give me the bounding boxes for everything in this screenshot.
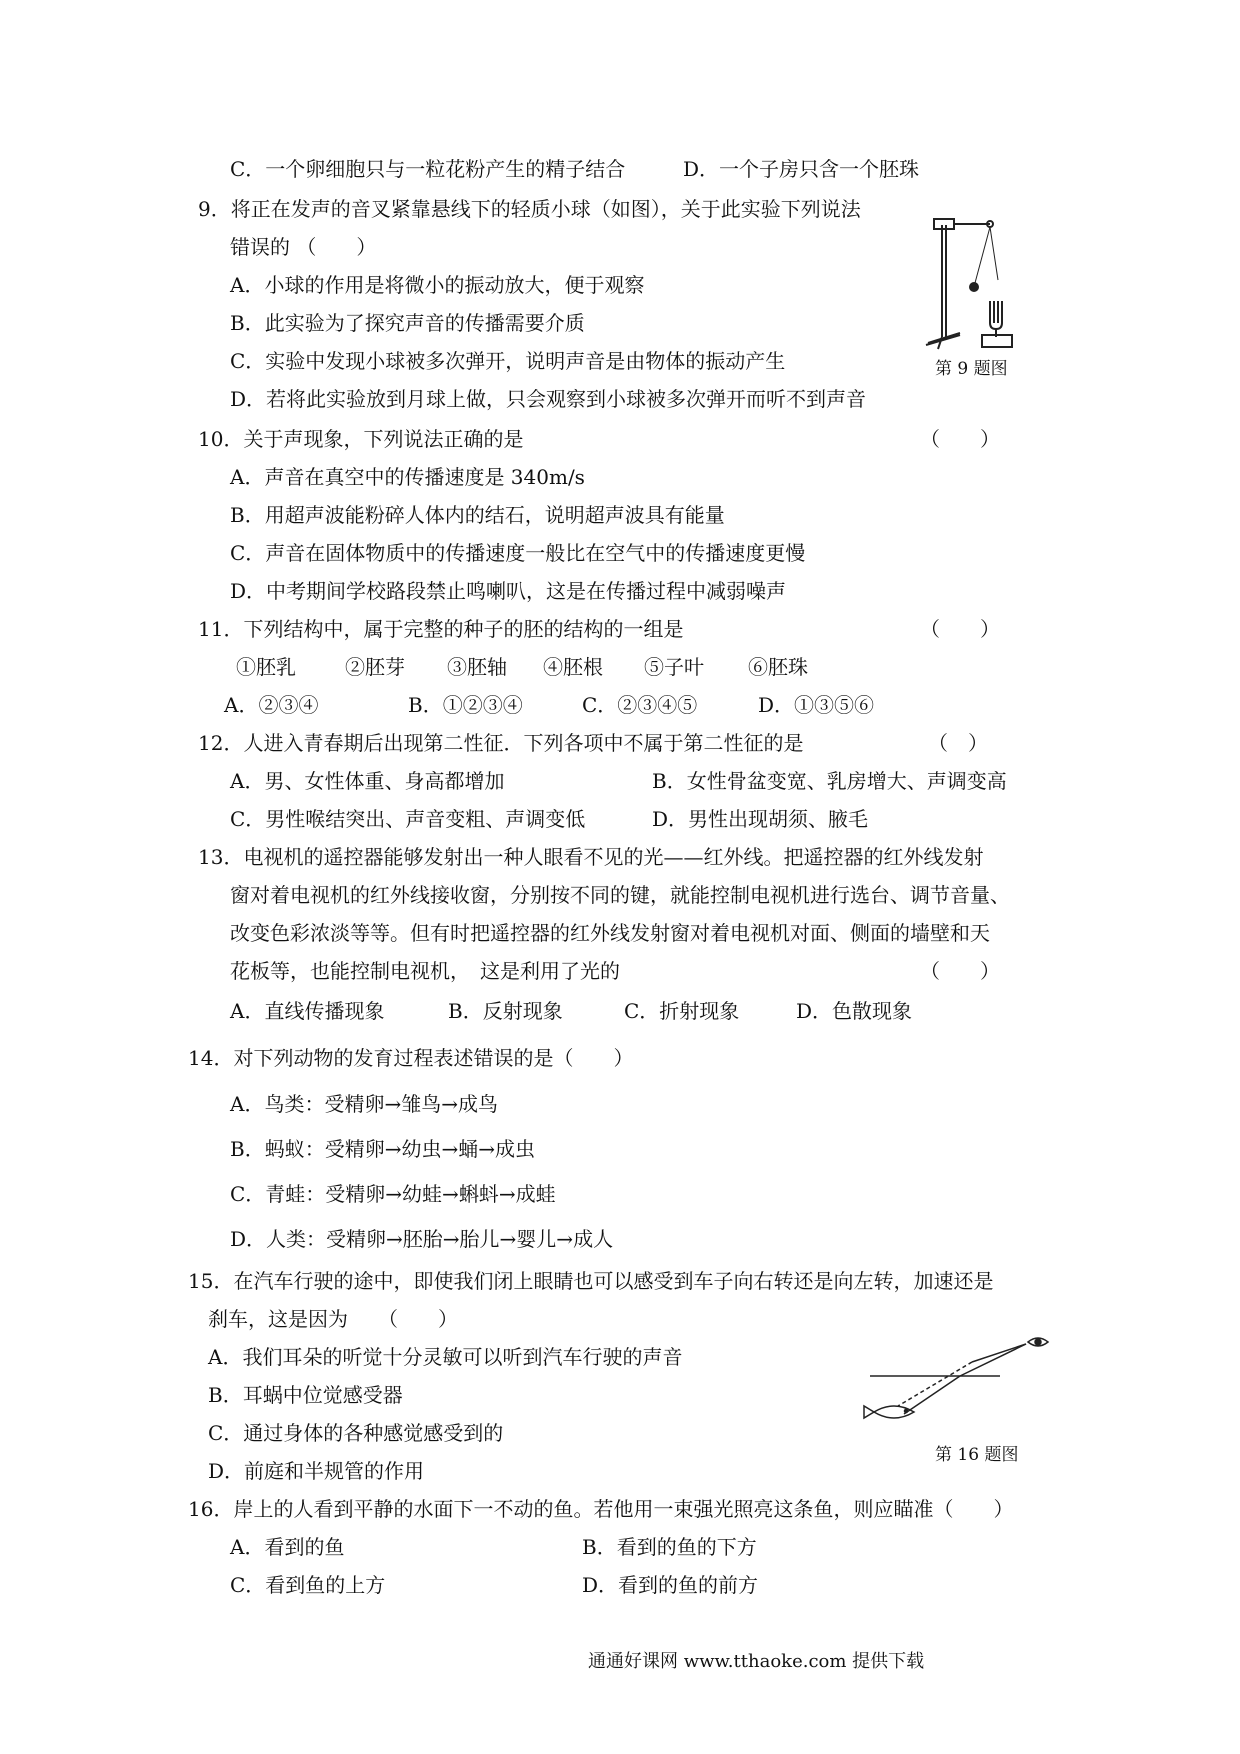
eye-fish-refraction-figure <box>860 1326 1060 1426</box>
q16-option-a: A．看到的鱼 <box>230 1535 345 1559</box>
q11-stem: 11．下列结构中，属于完整的种子的胚的结构的一组是 <box>198 617 684 641</box>
q10-option-b: B．用超声波能粉碎人体内的结石，说明超声波具有能量 <box>230 503 725 527</box>
q8-option-d: D．一个子房只含一个胚珠 <box>683 157 920 181</box>
q10-option-d: D．中考期间学校路段禁止鸣喇叭，这是在传播过程中减弱噪声 <box>230 579 787 603</box>
q15-stem-line1: 15．在汽车行驶的途中，即使我们闭上眼睛也可以感受到车子向右转还是向左转，加速还是 <box>188 1269 994 1293</box>
q10-option-a: A．声音在真空中的传播速度是 340m/s <box>230 465 585 489</box>
q12-option-d: D．男性出现胡须、腋毛 <box>652 807 869 831</box>
q14-option-b: B．蚂蚁：受精卵→幼虫→蛹→成虫 <box>230 1137 535 1161</box>
footer-source: 通通好课网 www.tthaoke.com 提供下载 <box>588 1651 925 1672</box>
q15-stem-line2: 刹车，这是因为 （ ） <box>208 1307 458 1331</box>
q13-option-c: C．折射现象 <box>624 999 740 1023</box>
q11-item-6: ⑥胚珠 <box>748 655 808 679</box>
q11-item-3: ③胚轴 <box>447 655 507 679</box>
q14-option-d: D．人类：受精卵→胚胎→胎儿→婴儿→成人 <box>230 1227 614 1251</box>
q13-option-a: A．直线传播现象 <box>230 999 385 1023</box>
q11-item-5: ⑤子叶 <box>644 655 704 679</box>
q10-option-c: C．声音在固体物质中的传播速度一般比在空气中的传播速度更慢 <box>230 541 806 565</box>
q11-item-1: ①胚乳 <box>236 655 296 679</box>
q11-option-a: A．②③④ <box>224 693 319 717</box>
q15-option-b: B．耳蜗中位觉感受器 <box>208 1383 403 1407</box>
q9-stem-line2: 错误的 （ ） <box>230 235 377 259</box>
q11-option-d: D．①③⑤⑥ <box>758 693 875 717</box>
tuning-fork-figure <box>920 205 1030 353</box>
q11-option-b: B．①②③④ <box>408 693 523 717</box>
q14-option-c: C．青蛙：受精卵→幼蛙→蝌蚪→成蛙 <box>230 1182 556 1206</box>
q9-option-a: A．小球的作用是将微小的振动放大，便于观察 <box>230 273 645 297</box>
q9-stem-line1: 9．将正在发声的音叉紧靠悬线下的轻质小球（如图），关于此实验下列说法 <box>198 197 861 221</box>
q12-option-b: B．女性骨盆变宽、乳房增大、声调变高 <box>652 769 1007 793</box>
q16-option-b: B．看到的鱼的下方 <box>582 1535 757 1559</box>
q9-option-c: C．实验中发现小球被多次弹开，说明声音是由物体的振动产生 <box>230 349 786 373</box>
q13-stem-line2: 窗对着电视机的红外线接收窗，分别按不同的键，就能控制电视机进行选台、调节音量、 <box>230 883 1010 907</box>
q15-option-d: D．前庭和半规管的作用 <box>208 1459 425 1483</box>
q13-stem-line4: 花板等，也能控制电视机， 这是利用了光的 <box>230 959 620 983</box>
q15-option-c: C．通过身体的各种感觉感受到的 <box>208 1421 504 1445</box>
q10-stem: 10．关于声现象，下列说法正确的是 <box>198 427 524 451</box>
q11-option-c: C．②③④⑤ <box>582 693 698 717</box>
q9-figure-caption: 第 9 题图 <box>935 359 1008 379</box>
q11-item-2: ②胚芽 <box>345 655 405 679</box>
q13-option-d: D．色散现象 <box>796 999 913 1023</box>
q8-option-c: C．一个卵细胞只与一粒花粉产生的精子结合 <box>230 157 626 181</box>
q11-answer-paren: （ ） <box>920 617 1000 641</box>
q12-answer-paren: （ ） <box>928 731 988 755</box>
q12-option-c: C．男性喉结突出、声音变粗、声调变低 <box>230 807 586 831</box>
q14-option-a: A．鸟类：受精卵→雏鸟→成鸟 <box>230 1092 498 1116</box>
q12-option-a: A．男、女性体重、身高都增加 <box>230 769 505 793</box>
q10-answer-paren: （ ） <box>920 427 1000 451</box>
q16-stem: 16．岸上的人看到平静的水面下一不动的鱼。若他用一束强光照亮这条鱼，则应瞄准（ ） <box>188 1497 1014 1521</box>
q13-answer-paren: （ ） <box>920 959 1000 983</box>
q16-option-c: C．看到鱼的上方 <box>230 1573 386 1597</box>
q12-stem: 12．人进入青春期后出现第二性征．下列各项中不属于第二性征的是 <box>198 731 804 755</box>
q11-item-4: ④胚根 <box>543 655 603 679</box>
q9-option-d: D．若将此实验放到月球上做，只会观察到小球被多次弹开而听不到声音 <box>230 387 867 411</box>
q16-option-d: D．看到的鱼的前方 <box>582 1573 759 1597</box>
q13-stem-line1: 13．电视机的遥控器能够发射出一种人眼看不见的光——红外线。把遥控器的红外线发射 <box>198 845 984 869</box>
q15-option-a: A．我们耳朵的听觉十分灵敏可以听到汽车行驶的声音 <box>208 1345 683 1369</box>
q14-stem: 14．对下列动物的发育过程表述错误的是（ ） <box>188 1046 634 1070</box>
q13-stem-line3: 改变色彩浓淡等等。但有时把遥控器的红外线发射窗对着电视机对面、侧面的墙壁和天 <box>230 921 990 945</box>
q13-option-b: B．反射现象 <box>448 999 563 1023</box>
q9-option-b: B．此实验为了探究声音的传播需要介质 <box>230 311 585 335</box>
q16-figure-caption: 第 16 题图 <box>935 1445 1019 1465</box>
